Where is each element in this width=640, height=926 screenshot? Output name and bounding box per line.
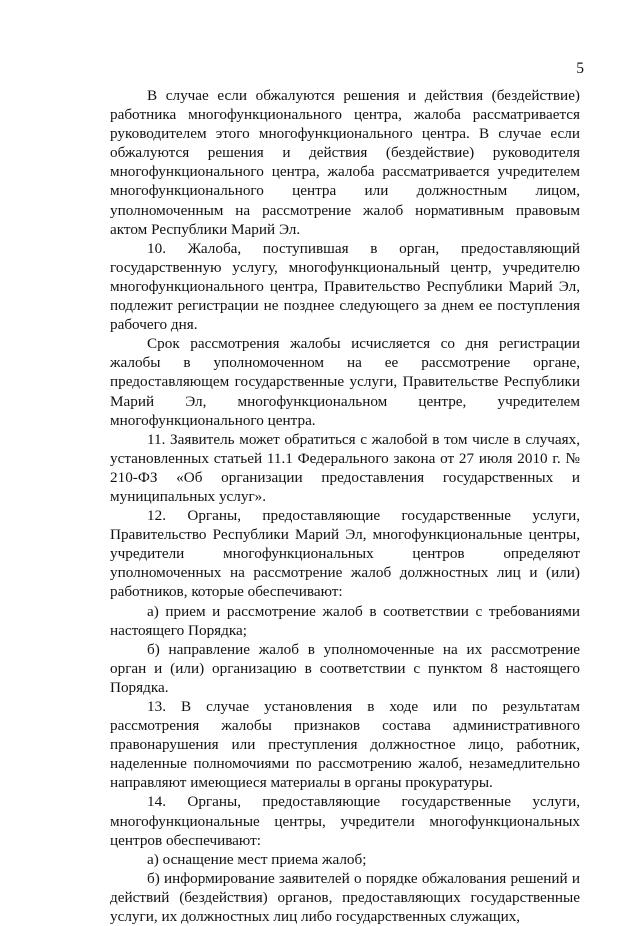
paragraph-14a: а) оснащение мест приема жалоб; (147, 850, 367, 868)
paragraph-14b: б) информирование заявителей о порядке обжалования решений и действий (бездействия) органов, предоставляющих государственные услуги, их должностных лиц либо государственных служащих, (110, 869, 580, 926)
paragraph-11-cases: 11. Заявитель может обратиться с жалобой в том числе в случаях, установленных статьей 11.1 Федерального закона от 27 июля 2010 г. № 210-ФЗ «Об организации предоставления государственных и муниципальных услуг». (110, 430, 580, 505)
paragraph-12b: б) направление жалоб в уполномоченные на их рассмотрение орган и (или) организацию в соответствии с пунктом 8 настоящего Порядка. (110, 640, 580, 696)
paragraph-14-obligations: 14. Органы, предоставляющие государственные услуги, многофункциональные центры, учредители многофункциональных центров обеспечивают: (110, 793, 580, 849)
document-body (110, 86, 580, 926)
paragraph-review-period: Срок рассмотрения жалобы исчисляется со дня регистрации жалобы в уполномоченном на ее рассмотрение органе, предоставляющем государственные услуги, Правительстве Республики Марий Эл, многофункциональном центре, учредителем многофункционального центра. (110, 335, 580, 429)
page-number: 5 (576, 60, 584, 77)
paragraph-12a: а) прием и рассмотрение жалоб в соответствии с требованиями настоящего Порядка; (110, 602, 580, 639)
paragraph-13-prosecution: 13. В случае установления в ходе или по результатам рассмотрения жалобы признаков состава административного правонарушения или преступления должностное лицо, работник, наделенные полномочиями по рассмотрению жалоб, незамедлительно направляют имеющиеся материалы в органы прокуратуры. (110, 698, 580, 792)
paragraph-mfc-worker-complaints: В случае если обжалуются решения и действия (бездействие) работника многофункционального центра, жалоба рассматривается руководителем этого многофункционального центра. В случае если обжалуются решения и действия (бездействие) руководителя многофункционального центра, жалоба рассматривается учредителем многофункционального центра или должностным лицом, уполномоченным на рассмотрение жалоб нормативным правовым актом Республики Марий Эл. (110, 87, 580, 238)
paragraph-10-registration: 10. Жалоба, поступившая в орган, предоставляющий государственную услугу, многофункциональный центр, учредителю многофункционального центра, Правительство Республики Марий Эл, подлежит регистрации не позднее следующего за днем ее поступления рабочего дня. (110, 239, 580, 334)
paragraph-12-authorized-persons: 12. Органы, предоставляющие государственные услуги, Правительство Республики Марий Эл, многофункциональные центры, учредители многофункциональных центров определяют уполномоченных на рассмотрение жалоб должностных лиц и (или) работников, которые обеспечивают: (110, 507, 580, 601)
